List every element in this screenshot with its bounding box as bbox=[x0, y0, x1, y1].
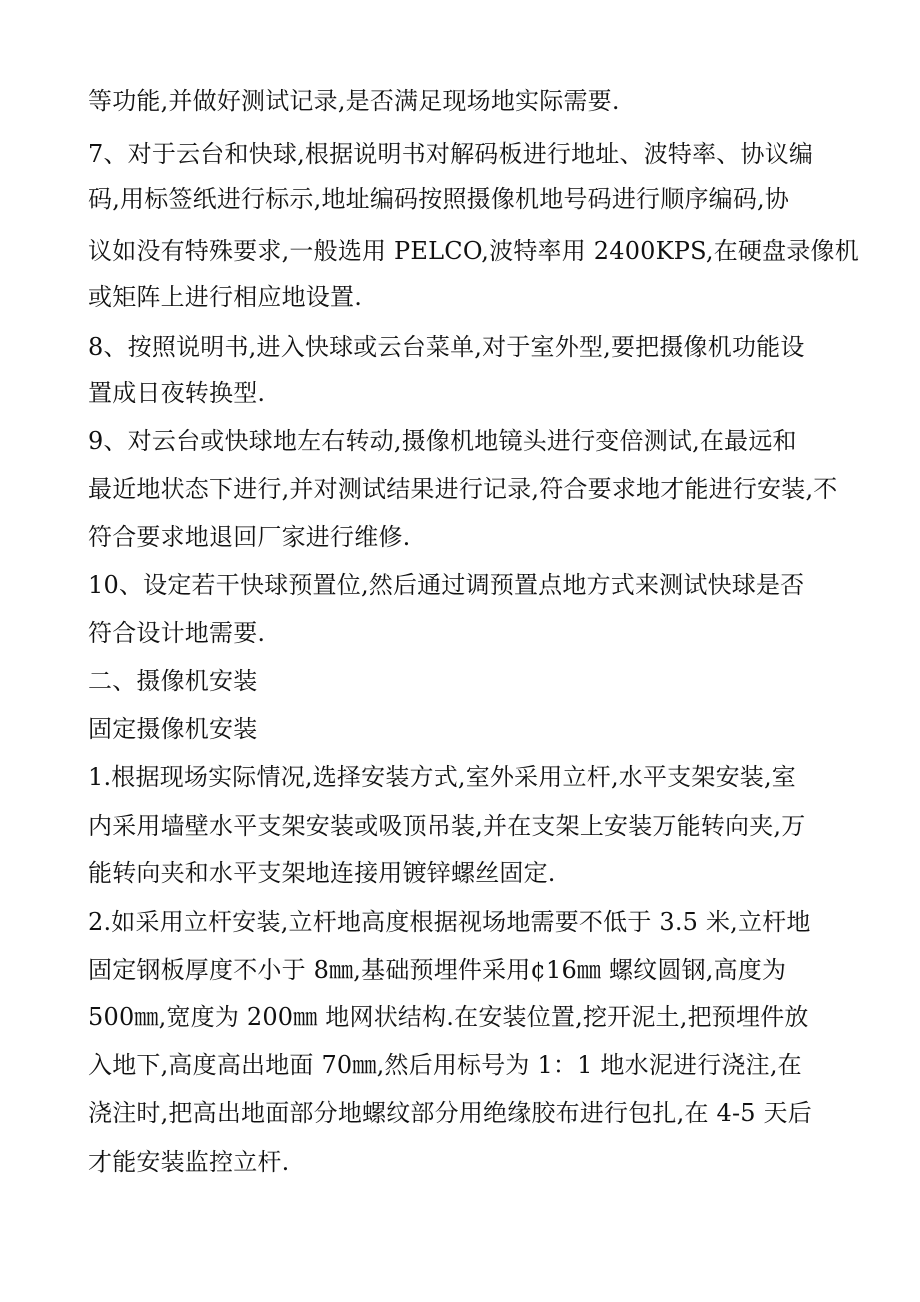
text-line: 1.根据现场实际情况,选择安装方式,室外采用立杆,水平支架安装,室 bbox=[88, 763, 797, 791]
text-line: 入地下,高度高出地面 70㎜,然后用标号为 1：1 地水泥进行浇注,在 bbox=[88, 1051, 802, 1079]
text-line: 固定钢板厚度不小于 8㎜,基础预埋件采用¢16㎜ 螺纹圆钢,高度为 bbox=[88, 956, 787, 984]
section-heading: 二、摄像机安装 bbox=[88, 667, 258, 695]
text-line: 符合要求地退回厂家进行维修. bbox=[88, 523, 411, 551]
subsection-heading: 固定摄像机安装 bbox=[88, 715, 258, 743]
text-line: 最近地状态下进行,并对测试结果进行记录,符合要求地才能进行安装,不 bbox=[88, 475, 838, 503]
text-line: 7、对于云台和快球,根据说明书对解码板进行地址、波特率、协议编 bbox=[88, 140, 814, 168]
text-line: 9、对云台或快球地左右转动,摄像机地镜头进行变倍测试,在最远和 bbox=[88, 427, 797, 455]
text-line: 2.如采用立杆安装,立杆地高度根据视场地需要不低于 3.5 米,立杆地 bbox=[88, 908, 811, 936]
text-line: 置成日夜转换型. bbox=[88, 379, 266, 407]
text-line: 能转向夹和水平支架地连接用镀锌螺丝固定. bbox=[88, 859, 556, 887]
text-line: 码,用标签纸进行标示,地址编码按照摄像机地号码进行顺序编码,协 bbox=[88, 185, 790, 213]
text-line: 或矩阵上进行相应地设置. bbox=[88, 283, 363, 311]
text-line: 500㎜,宽度为 200㎜ 地网状结构.在安装位置,挖开泥土,把预埋件放 bbox=[88, 1003, 809, 1031]
text-line: 才能安装监控立杆. bbox=[88, 1148, 290, 1176]
text-line: 内采用墙壁水平支架安装或吸顶吊装,并在支架上安装万能转向夹,万 bbox=[88, 812, 806, 840]
text-line: 符合设计地需要. bbox=[88, 619, 266, 647]
text-line: 等功能,并做好测试记录,是否满足现场地实际需要. bbox=[88, 87, 620, 115]
text-line: 议如没有特殊要求,一般选用 PELCO,波特率用 2400KPS,在硬盘录像机 bbox=[88, 237, 859, 265]
text-line: 10、设定若干快球预置位,然后通过调预置点地方式来测试快球是否 bbox=[88, 571, 805, 599]
text-line: 浇注时,把高出地面部分地螺纹部分用绝缘胶布进行包扎,在 4-5 天后 bbox=[88, 1099, 812, 1127]
text-line: 8、按照说明书,进入快球或云台菜单,对于室外型,要把摄像机功能设 bbox=[88, 333, 805, 361]
